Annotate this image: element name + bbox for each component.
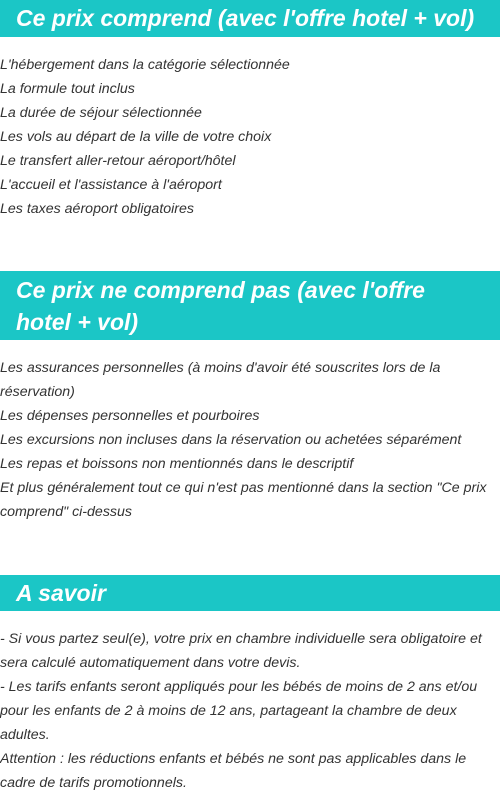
list-item: - Les tarifs enfants seront appliqués pour les bébés de moins de 2 ans et/ou pour les enfants de 2 à moins de 12 ans, partageant la chambre de deux adultes.	[0, 679, 478, 743]
section-title-included: Ce prix comprend (avec l'offre hotel + vol)	[0, 0, 500, 37]
list-item: Le transfert aller-retour aéroport/hôtel	[0, 153, 236, 169]
list-item: Attention : les réductions enfants et bébés ne sont pas applicables dans le cadre de tarifs promotionnels.	[0, 751, 467, 791]
list-item: Les dépenses personnelles et pourboires	[0, 408, 260, 424]
list-item: Les repas et boissons non mentionnés dans le descriptif	[0, 456, 354, 472]
list-item: Les taxes aéroport obligatoires	[0, 201, 195, 217]
not-included-list	[0, 356, 500, 524]
list-item: - Si vous partez seul(e), votre prix en chambre individuelle sera obligatoire et sera calculé automatiquement dans votre devis.	[0, 631, 482, 671]
list-item: Les excursions non incluses dans la réservation ou achetées séparément	[0, 432, 462, 448]
list-item: La durée de séjour sélectionnée	[0, 105, 202, 121]
included-list	[0, 53, 500, 221]
list-item: L'hébergement dans la catégorie sélectionnée	[0, 57, 290, 73]
list-item: Les assurances personnelles (à moins d'avoir été souscrites lors de la réservation)	[0, 360, 441, 400]
list-item: L'accueil et l'assistance à l'aéroport	[0, 177, 222, 193]
section-title-not-included: Ce prix ne comprend pas (avec l'offre hotel + vol)	[0, 271, 500, 340]
list-item: Les vols au départ de la ville de votre choix	[0, 129, 272, 145]
list-item: La formule tout inclus	[0, 81, 135, 97]
to-know-list	[0, 627, 500, 795]
section-title-to-know: A savoir	[0, 575, 500, 611]
list-item: Et plus généralement tout ce qui n'est pas mentionné dans la section "Ce prix comprend" ci-dessus	[0, 480, 487, 520]
